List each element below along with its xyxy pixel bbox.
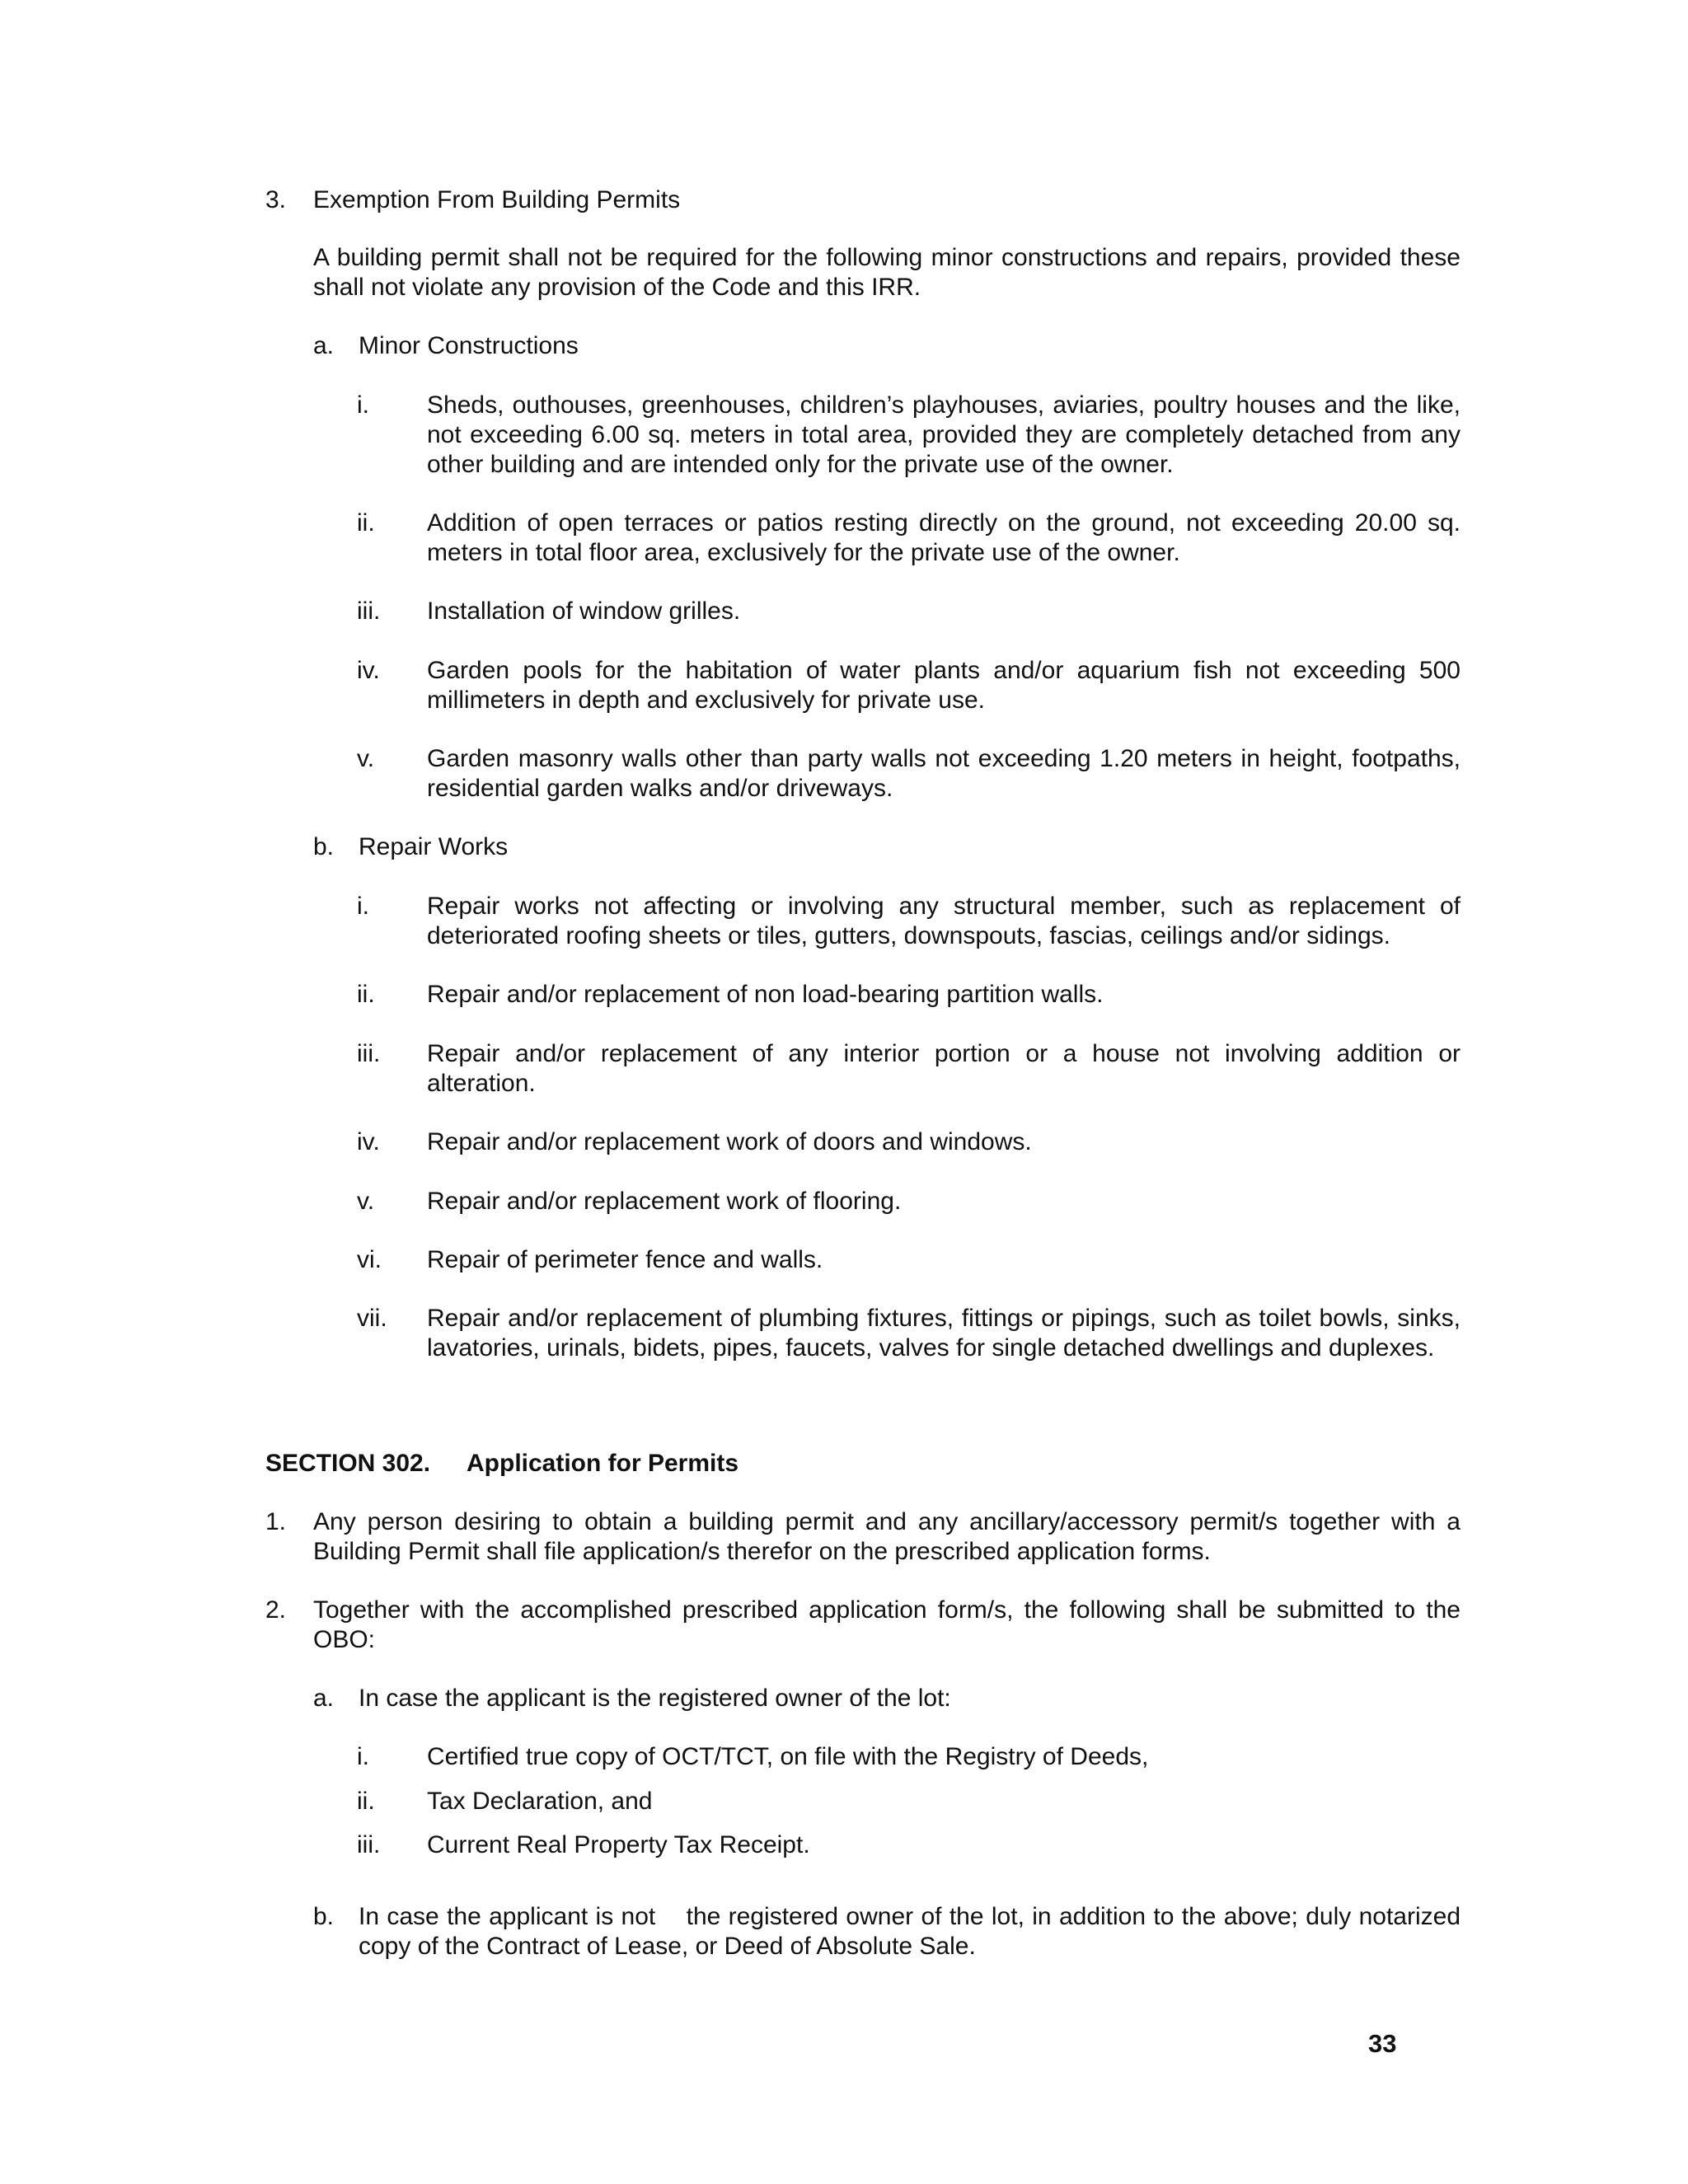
repair-item-number: ii.	[357, 981, 375, 1008]
minor-item-number: iv.	[357, 657, 380, 684]
repair-item	[357, 1245, 1461, 1275]
paragraph-text: Together with the accomplished prescribed application form/s, the following shall be submitted to the OBO:	[313, 1596, 1461, 1653]
not-owner-case-text: In case the applicant is not the registered owner of the lot, in addition to the above; duly notarized copy of the Contract of Lease, or Deed of Absolute Sale.	[359, 1903, 1468, 1960]
repair-item	[357, 1304, 1461, 1363]
repair-item-text: Repair and/or replacement of non load-bearing partition walls.	[427, 981, 1104, 1008]
owner-requirement-number: ii.	[357, 1788, 375, 1815]
repair-item	[357, 1127, 1461, 1157]
owner-requirement-text: Tax Declaration, and	[427, 1788, 653, 1815]
section-302-paragraph-1	[265, 1507, 1461, 1567]
minor-item	[357, 391, 1461, 480]
repair-item	[357, 980, 1461, 1010]
repair-item-number: vi.	[357, 1246, 382, 1273]
owner-case-letter: a.	[313, 1685, 335, 1712]
owner-case	[313, 1684, 1461, 1713]
repair-item-text: Repair and/or replacement of any interior portion or a house not involving addition or alteration.	[427, 1040, 1461, 1097]
owner-case-text: In case the applicant is the registered owner of the lot:	[359, 1685, 951, 1712]
minor-constructions-title: Minor Constructions	[359, 332, 579, 359]
owner-requirement-item	[357, 1742, 1461, 1772]
owner-requirement-text: Certified true copy of OCT/TCT, on file with the Registry of Deeds,	[427, 1743, 1149, 1770]
minor-item	[357, 509, 1461, 568]
minor-item-number: ii.	[357, 509, 375, 537]
repair-item-text: Repair of perimeter fence and walls.	[427, 1246, 823, 1273]
minor-item-text: Garden pools for the habitation of water plants and/or aquarium fish not exceeding 500 millimeters in depth and exclusively for private use.	[427, 657, 1461, 714]
minor-item	[357, 597, 1461, 626]
minor-item-number: v.	[357, 745, 375, 772]
minor-item-text: Installation of window grilles.	[427, 598, 741, 625]
repair-item-text: Repair works not affecting or involving any structural member, such as replacement of deteriorated roofing sheets or tiles, gutters, downspouts, fascias, ceilings and/or sidings.	[427, 893, 1461, 949]
repair-works-letter: b.	[313, 833, 335, 860]
not-owner-case	[313, 1902, 1468, 1961]
repair-item	[357, 892, 1461, 951]
minor-constructions-letter: a.	[313, 332, 335, 359]
section-3-number: 3.	[265, 186, 287, 213]
repair-item-text: Repair and/or replacement work of flooring.	[427, 1188, 902, 1215]
not-owner-case-letter: b.	[313, 1903, 335, 1930]
repair-item	[357, 1187, 1461, 1216]
owner-requirement-text: Current Real Property Tax Receipt.	[427, 1831, 810, 1858]
section-302-paragraph-2	[265, 1596, 1461, 1655]
minor-item-text: Garden masonry walls other than party walls not exceeding 1.20 meters in height, footpaths, residential garden walks and/or driveways.	[427, 745, 1461, 802]
minor-item-number: i.	[357, 391, 369, 419]
repair-item-number: vii.	[357, 1305, 387, 1332]
repair-item-number: v.	[357, 1188, 375, 1215]
section-3-intro: A building permit shall not be required for the following minor constructions and repairs, provided these shall not violate any provision of the Code and this IRR.	[313, 244, 1461, 301]
repair-item-text: Repair and/or replacement of plumbing fixtures, fittings or pipings, such as toilet bowls, sinks, lavatories, urinals, bidets, pipes, faucets, valves for single detached dwellings and duplexes.	[427, 1305, 1461, 1361]
owner-requirement-item	[357, 1787, 1461, 1816]
owner-requirement-number: i.	[357, 1743, 369, 1770]
minor-item	[357, 656, 1461, 715]
paragraph-text: Any person desiring to obtain a building permit and any ancillary/accessory permit/s together with a Building Permit shall file application/s therefor on the prescribed application forms.	[313, 1508, 1461, 1565]
repair-item-number: i.	[357, 893, 369, 920]
page-number: 33	[1368, 2029, 1397, 2058]
section-3-title: Exemption From Building Permits	[313, 186, 681, 213]
minor-item-text: Sheds, outhouses, greenhouses, children’s playhouses, aviaries, poultry houses and the like, not exceeding 6.00 sq. meters in total area, provided they are completely detached from any other building and are intended only for the private use of the owner.	[427, 391, 1461, 478]
paragraph-number: 2.	[265, 1596, 287, 1624]
section-302-label: SECTION 302.	[265, 1450, 431, 1477]
minor-item-text: Addition of open terraces or patios resting directly on the ground, not exceeding 20.00 sq. meters in total floor area, exclusively for the private use of the owner.	[427, 509, 1461, 566]
repair-works-title: Repair Works	[359, 833, 509, 860]
section-302-title: Application for Permits	[467, 1450, 739, 1477]
repair-item	[357, 1039, 1461, 1099]
minor-item-number: iii.	[357, 598, 381, 625]
repair-item-number: iv.	[357, 1128, 380, 1155]
repair-item-number: iii.	[357, 1040, 381, 1067]
owner-requirement-number: iii.	[357, 1831, 381, 1858]
owner-requirement-item	[357, 1830, 1461, 1860]
repair-item-text: Repair and/or replacement work of doors and windows.	[427, 1128, 1032, 1155]
paragraph-number: 1.	[265, 1508, 287, 1535]
minor-item	[357, 744, 1461, 804]
